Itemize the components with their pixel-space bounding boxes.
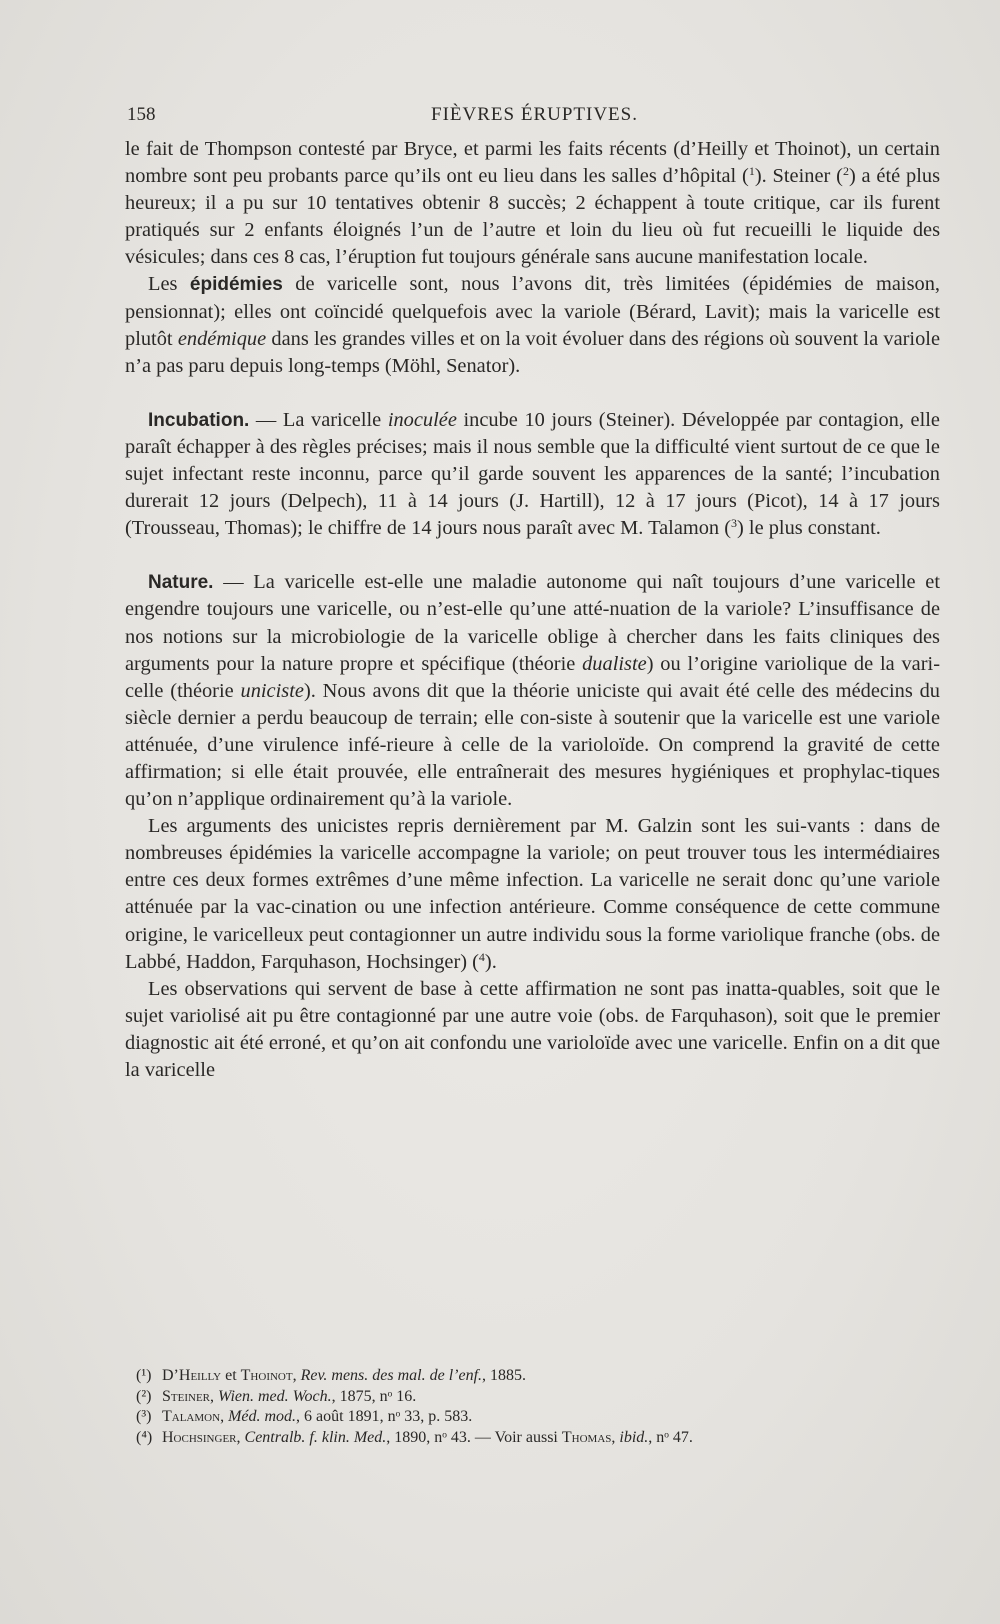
paragraph-nature [125, 569, 940, 813]
text-segment: , [210, 1387, 218, 1405]
author-name: Hochsinger [162, 1428, 237, 1446]
section-heading-incubation: Incubation. [148, 409, 250, 431]
text-segment: , [236, 1428, 245, 1446]
footnotes [136, 1366, 956, 1448]
page-number: 158 [127, 104, 156, 125]
text-segment: incube 10 jours (Steiner). Développée par contagion, elle paraît échapper à des règles précises; mais il nous semble que la difficulté vient surtout de ce que le sujet infectant reste inconnu, parce qu’il garde souvent les apparences de la santé; l’incubation durerait 12 jours (Delpech), 11 à 14 jours (J. Hartill), 12 à 17 jours (Picot), 14 à 17 jours (Trousseau, Thomas); le chiffre de 14 jours nous paraît avec M. Talamon ( [125, 408, 940, 540]
footnote-mark: (³) [136, 1408, 152, 1425]
footnote-mark: (⁴) [136, 1428, 153, 1446]
text-segment: dans les grandes villes et on la voit évoluer dans des régions où souvent la variole n’a pas paru depuis long-temps (Möhl, Senator). [125, 327, 940, 377]
text-segment: ). [484, 950, 497, 973]
footnote-ref: 4 [478, 949, 485, 964]
text-segment: ) le plus constant. [737, 517, 881, 540]
italic-term: dualiste [582, 652, 647, 675]
text-segment: ). Steiner ( [754, 165, 843, 188]
paragraph-inoculation [125, 136, 940, 271]
author-name: Steiner [162, 1387, 210, 1405]
author-name: Thoinot [240, 1367, 293, 1384]
paragraph-observations [125, 976, 940, 1084]
text-segment: de varicelle sont, nous l’avons dit, très limitées (épidémies de maison, pensionnat); elles ont coïncidé quelquefois avec la variole (Bérard, Lavit); mais la varicelle est plutôt [125, 273, 941, 350]
footnote-ref: 2 [842, 164, 849, 179]
text-segment: , nᵒ 47. [648, 1428, 693, 1446]
paragraph-incubation [125, 407, 940, 542]
text-segment: , 1885. [482, 1367, 527, 1384]
body-text [125, 136, 940, 1084]
text-segment: ) ou l’origine variolique de la vari-celle (théorie [125, 652, 940, 702]
journal-title: Centralb. f. klin. Med. [244, 1428, 387, 1446]
page-header [127, 104, 942, 132]
paragraph-unicistes [125, 813, 940, 976]
journal-title: Méd. mod. [228, 1408, 297, 1425]
text-segment: le fait de Thompson contesté par Bryce, et parmi les faits récents (d’Heilly et Thoinot), un certain nombre sont peu probants parce qu’ils ont eu lieu dans les salles d’hôpital ( [125, 138, 940, 188]
footnote-ref: 3 [731, 516, 738, 531]
footnote-ref: 1 [748, 164, 755, 179]
text-segment: , [611, 1428, 620, 1446]
paragraph-epidemies [125, 271, 940, 379]
footnote-4 [136, 1428, 956, 1449]
section-heading-nature: Nature. [148, 572, 214, 594]
text-segment: , 1875, nᵒ 16. [331, 1387, 417, 1405]
footnote-3 [136, 1407, 956, 1428]
text-segment: , [220, 1408, 229, 1425]
journal-title: Rev. mens. des mal. de l’enf. [300, 1367, 483, 1384]
text-segment: et [221, 1367, 241, 1384]
text-segment: Les observations qui servent de base à cette affirmation ne sont pas inatta-quables, soit que le sujet variolisé ait pu être contagionné par une autre voie (obs. de Farquhason), soit que le premier diagnostic ait été erroné, et qu’on ait confondu une varioloïde avec une varicelle. Enfin on a dit que la varicelle [125, 977, 940, 1081]
text-segment: ) a été plus heureux; il a pu sur 10 tentatives obtenir 8 succès; 2 échappent à toute critique, car ils furent pratiqués sur 2 enfants éloignés l’un de l’autre et loin du lieu où fut recueilli le liquide des vésicules; dans ces 8 cas, l’éruption fut toujours générale sans aucune manifestation locale. [125, 165, 941, 269]
footnote-mark: (¹) [136, 1367, 152, 1384]
italic-term: uniciste [240, 679, 304, 702]
footnote-1 [136, 1366, 956, 1387]
text-segment: , 6 août 1891, nᵒ 33, p. 583. [296, 1408, 473, 1425]
footnote-mark: (²) [136, 1387, 152, 1405]
text-segment: , [292, 1367, 301, 1384]
italic-term: endémique [177, 327, 267, 350]
text-segment: — La varicelle [249, 408, 388, 431]
running-title: FIÈVRES ÉRUPTIVES. [431, 104, 638, 125]
author-name: Talamon [162, 1408, 221, 1425]
journal-title: ibid. [619, 1428, 649, 1446]
text-segment: , 1890, nᵒ 43. — Voir aussi [386, 1428, 562, 1446]
journal-title: Wien. med. Woch. [218, 1387, 332, 1405]
text-segment: Les arguments des unicistes repris dernièrement par M. Galzin sont les sui-vants : dans de nombreuses épidémies la varicelle accompagne la variole; on peut trouver tous les intermédiaires entre ces deux formes extrêmes d’une même infection. La varicelle ne serait donc qu’une variole atténuée par la vac-cination ou une infection antérieure. Comme conséquence de cette commune origine, le varicelleux peut contagionner un autre individu sous la forme variolique franche (obs. de Labbé, Haddon, Farquhason, Hochsinger) ( [125, 815, 940, 973]
inline-heading-epidemies: épidémies [189, 274, 283, 296]
author-name: Thomas [561, 1428, 612, 1446]
text-segment: Les [148, 273, 190, 296]
text-segment: ). Nous avons dit que la théorie uniciste qui avait été celle des médecins du siècle dernier a perdu beaucoup de terrain; elle con-siste à soutenir que la varicelle est une variole atténuée, d’une virulence infé-rieure à celle de la varioloïde. On comprend la gravité de cette affirmation; si elle était prouvée, elle entraînerait des mesures hygiéniques et prophylac-tiques qu’on n’applique ordinairement qu’à la variole. [125, 679, 940, 811]
text-segment: — La varicelle est-elle une maladie autonome qui naît toujours d’une varicelle et engendre toujours une varicelle, ou n’est-elle qu’une atté-nuation de la variole? L’insuffisance de nos notions sur la microbiologie de la varicelle oblige à chercher dans les faits cliniques des arguments pour la nature propre et spécifique (théorie [125, 571, 940, 675]
footnote-2 [136, 1387, 956, 1408]
author-name: D’Heilly [162, 1367, 222, 1384]
italic-term: inoculée [387, 408, 457, 431]
